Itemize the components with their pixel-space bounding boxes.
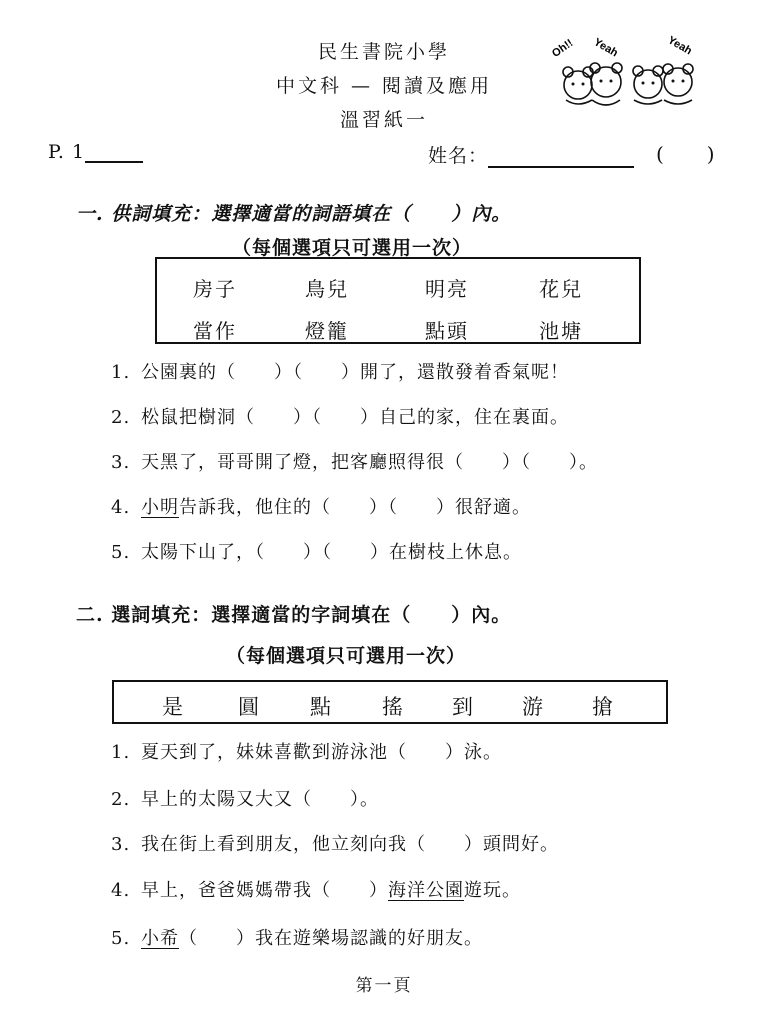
s1-question-2[interactable] [111,403,569,429]
word-option: 花兒 [539,277,583,301]
s2-question-5[interactable] [111,924,483,950]
word-option: 當作 [193,319,237,343]
section2-note: （每個選項只可選用一次） [226,645,467,667]
s1-question-5[interactable] [111,538,522,564]
s1-question-3[interactable] [111,448,598,474]
question-number: 3. [111,452,131,473]
question-number: 4. [111,497,131,518]
question-number: 1. [111,362,131,383]
s1-question-1[interactable] [111,358,569,384]
char-option: 搶 [592,695,615,719]
char-option: 到 [452,695,475,719]
section1-title: 一. 供詞填充：選擇適當的詞語填在（ ）內。 [76,203,512,225]
class-blank[interactable] [85,141,143,163]
char-option: 游 [522,695,545,719]
word-option: 燈籠 [305,319,349,343]
question-number: 3. [111,834,131,855]
word-option: 點頭 [425,319,469,343]
page-number: 第一頁 [355,976,413,996]
section2-word-box [112,680,668,724]
question-text: （ ）我在遊樂場認識的好朋友。 [179,928,483,949]
section1-word-box [155,257,641,344]
question-text: 太陽下山了，（ ）（ ）在樹枝上休息。 [141,542,522,563]
class-label: P. 1 [48,141,86,163]
place-name: 海洋公園 [388,880,464,901]
word-option: 明亮 [425,277,469,301]
question-text: 公園裏的（ ）（ ）開了，還散發着香氣呢！ [141,362,569,383]
name-row [428,141,634,168]
s1-question-4[interactable] [111,493,531,519]
char-option: 圓 [238,695,261,719]
proper-name: 小明 [141,497,179,518]
name-label: 姓名： [428,145,489,167]
section2-title: 二. 選詞填充：選擇適當的字詞填在（ ）內。 [76,604,512,626]
question-number: 2. [111,407,131,428]
word-option: 池塘 [539,319,583,343]
name-blank[interactable] [488,146,634,168]
question-text: 早上的太陽又大又（ ）。 [141,789,379,810]
question-number: 5. [111,542,131,563]
question-text: 我在街上看到朋友，他立刻向我（ ）頭問好。 [141,834,559,855]
number-bracket[interactable]: ( ) [656,142,716,166]
word-option: 房子 [193,277,237,301]
s2-question-2[interactable] [111,785,379,811]
bears-mascot-icon [548,30,708,110]
mascot-text-2: Yeah [591,36,620,60]
mascot-text-3: Yeah [665,34,694,58]
s2-question-3[interactable] [111,830,559,856]
question-text: 松鼠把樹洞（ ）（ ）自己的家，住在裏面。 [141,407,569,428]
question-number: 2. [111,789,131,810]
s2-question-1[interactable] [111,738,502,764]
subject-title: 中文科 — 閱讀及應用 [275,75,493,97]
question-number: 5. [111,928,131,949]
class-row [48,141,143,163]
char-option: 搖 [382,695,405,719]
question-text: 遊玩。 [464,880,521,901]
question-text: 夏天到了，妹妹喜歡到游泳池（ ）泳。 [141,742,502,763]
s2-question-4[interactable] [111,876,521,902]
school-name: 民生書院小學 [317,41,450,63]
proper-name: 小希 [141,928,179,949]
question-text: 早上，爸爸媽媽帶我（ ） [141,880,388,901]
question-text: 告訴我，他住的（ ）（ ）很舒適。 [179,497,531,518]
section1-note: （每個選項只可選用一次） [232,237,473,259]
mascot-text-1: Oh!! [549,37,576,60]
paper-title: 溫習紙一 [339,109,428,131]
question-number: 4. [111,880,131,901]
char-option: 點 [310,695,333,719]
word-option: 鳥兒 [305,277,349,301]
question-text: 天黑了，哥哥開了燈，把客廳照得很（ ）（ ）。 [141,452,598,473]
question-number: 1. [111,742,131,763]
char-option: 是 [162,695,185,719]
